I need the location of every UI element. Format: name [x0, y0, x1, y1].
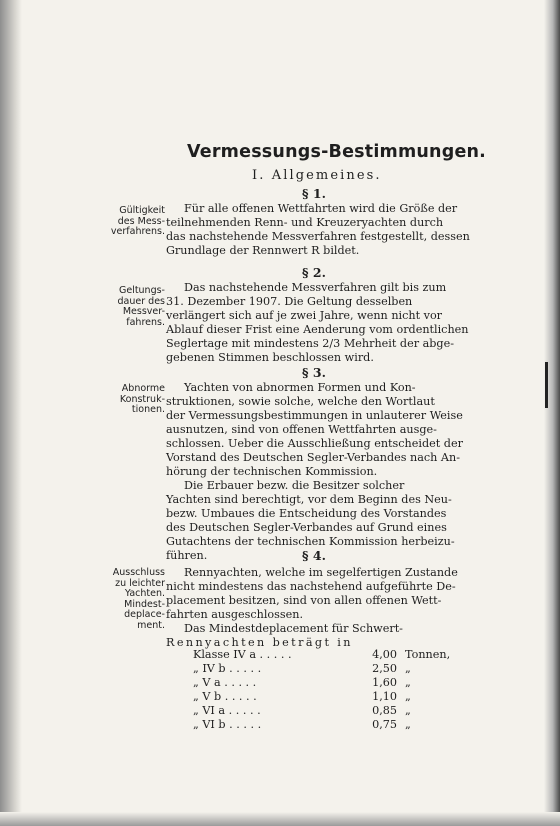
table-cell-unit: „ [405, 704, 411, 717]
table-cell-klasse: „ V b . . . . . [193, 690, 257, 703]
text-line: nicht mindestens das nachstehend aufgeführte De- [166, 580, 456, 593]
text-line: struktionen, sowie solche, welche den Wortlaut [166, 395, 435, 408]
margin-note-line: Ausschluss [112, 567, 165, 578]
text-line: teilnehmenden Renn- und Kreuzeryachten durch [166, 216, 444, 229]
page-bottom-shadow [0, 812, 560, 826]
table-cell-klasse: Klasse IV a . . . . . [193, 648, 292, 661]
text-line: Ablauf dieser Frist eine Aenderung vom ordentlichen [166, 323, 469, 336]
margin-note-line: Mindest- [124, 598, 165, 610]
paragraph-number: § 4. [302, 548, 326, 563]
text-line: Yachten von abnormen Formen und Kon- [184, 381, 416, 394]
table-cell-unit: „ [405, 690, 411, 703]
margin-note-line: verfahrens. [110, 226, 165, 237]
margin-note-line: deplace- [124, 609, 165, 620]
margin-note-line: dauer des [117, 295, 165, 307]
table-cell-klasse: „ VI a . . . . . [193, 704, 261, 717]
table-cell-value: 0,75 [372, 718, 397, 731]
margin-note-line: Konstruk- [119, 393, 165, 405]
margin-note-line: tionen. [131, 404, 165, 415]
margin-note-line: fahrens. [126, 316, 165, 328]
paragraph-number: § 1. [302, 186, 326, 201]
page-edge-mark [545, 362, 548, 408]
page-binding-shadow [0, 0, 22, 826]
text-line: Das Mindestdeplacement für Schwert- [184, 622, 403, 635]
table-cell-value: 1,60 [372, 676, 397, 689]
text-line: bezw. Umbaues die Entscheidung des Vorstandes [166, 507, 447, 520]
text-line: ausnutzen, sind von offenen Wettfahrten ausge- [166, 423, 437, 436]
table-cell-klasse: „ IV b . . . . . [193, 662, 262, 675]
table-cell-unit: „ [405, 662, 411, 675]
text-line: gebenen Stimmen beschlossen wird. [166, 351, 374, 364]
margin-note-line: Messver- [122, 306, 165, 317]
table-cell-value: 1,10 [372, 690, 397, 703]
paragraph-body [166, 381, 476, 563]
margin-note [99, 286, 165, 328]
paragraph-body [166, 281, 476, 365]
text-line: schlossen. Ueber die Ausschließung entscheidet der [166, 437, 463, 450]
table-cell-unit: „ [405, 676, 411, 689]
margin-note [99, 568, 165, 631]
paragraph-body [166, 566, 476, 650]
paragraph-number: § 2. [302, 265, 326, 280]
margin-note [99, 384, 165, 416]
margin-note-line: des Mess- [117, 215, 165, 227]
margin-note-line: Gültigkeit [119, 205, 165, 216]
table-cell-value: 4,00 [372, 648, 397, 661]
table-cell-unit: „ [405, 718, 411, 731]
text-line: Rennyachten, welche im segelfertigen Zustande [184, 566, 458, 579]
text-line: Gutachtens der technischen Kommission herbeizu- [166, 535, 455, 548]
margin-note-line: Yachten. [124, 588, 165, 599]
text-line: der Vermessungsbestimmungen in unlauterer Weise [166, 409, 463, 422]
margin-note-line: Geltungs- [118, 285, 165, 296]
page-right-edge [544, 0, 560, 826]
paragraph-number: § 3. [302, 365, 326, 380]
text-line: verlängert sich auf je zwei Jahre, wenn nicht vor [166, 309, 443, 322]
paragraph-body [166, 202, 474, 258]
section-heading: I. Allgemeines. [252, 168, 382, 183]
page-title: Vermessungs-Bestimmungen. [187, 142, 487, 162]
table-cell-klasse: „ V a . . . . . [193, 676, 257, 689]
text-line: Yachten sind berechtigt, vor dem Beginn des Neu- [166, 493, 452, 506]
text-line: Rennyachten beträgt in [166, 636, 353, 649]
text-line: Vorstand des Deutschen Segler-Verbandes nach An- [166, 451, 460, 464]
text-line: placement besitzen, sind von allen offenen Wett- [166, 594, 442, 607]
table-cell-klasse: „ VI b . . . . . [193, 718, 262, 731]
margin-note-line: zu leichter [115, 577, 165, 589]
text-line: fahrten ausgeschlossen. [166, 608, 304, 621]
margin-note-line: Abnorme [121, 383, 165, 394]
text-line: Für alle offenen Wettfahrten wird die Größe der [184, 202, 458, 215]
text-line: des Deutschen Segler-Verbandes auf Grund eines [166, 521, 447, 534]
table-cell-value: 0,85 [372, 704, 397, 717]
text-line: das nachstehende Messverfahren festgestellt, dessen [166, 230, 470, 243]
margin-note [99, 206, 165, 238]
table-cell-value: 2,50 [372, 662, 397, 675]
table-cell-unit: Tonnen, [405, 648, 451, 661]
text-line: Das nachstehende Messverfahren gilt bis zum [184, 281, 447, 294]
text-line: führen. [166, 549, 208, 562]
text-line: Die Erbauer bezw. die Besitzer solcher [184, 479, 405, 492]
text-line: 31. Dezember 1907. Die Geltung desselben [166, 295, 413, 308]
text-line: hörung der technischen Kommission. [166, 465, 378, 478]
text-line: Seglertage mit mindestens 2/3 Mehrheit der abge- [166, 337, 454, 350]
text-line: Grundlage der Rennwert R bildet. [166, 244, 360, 257]
margin-note-line: ment. [137, 619, 165, 631]
